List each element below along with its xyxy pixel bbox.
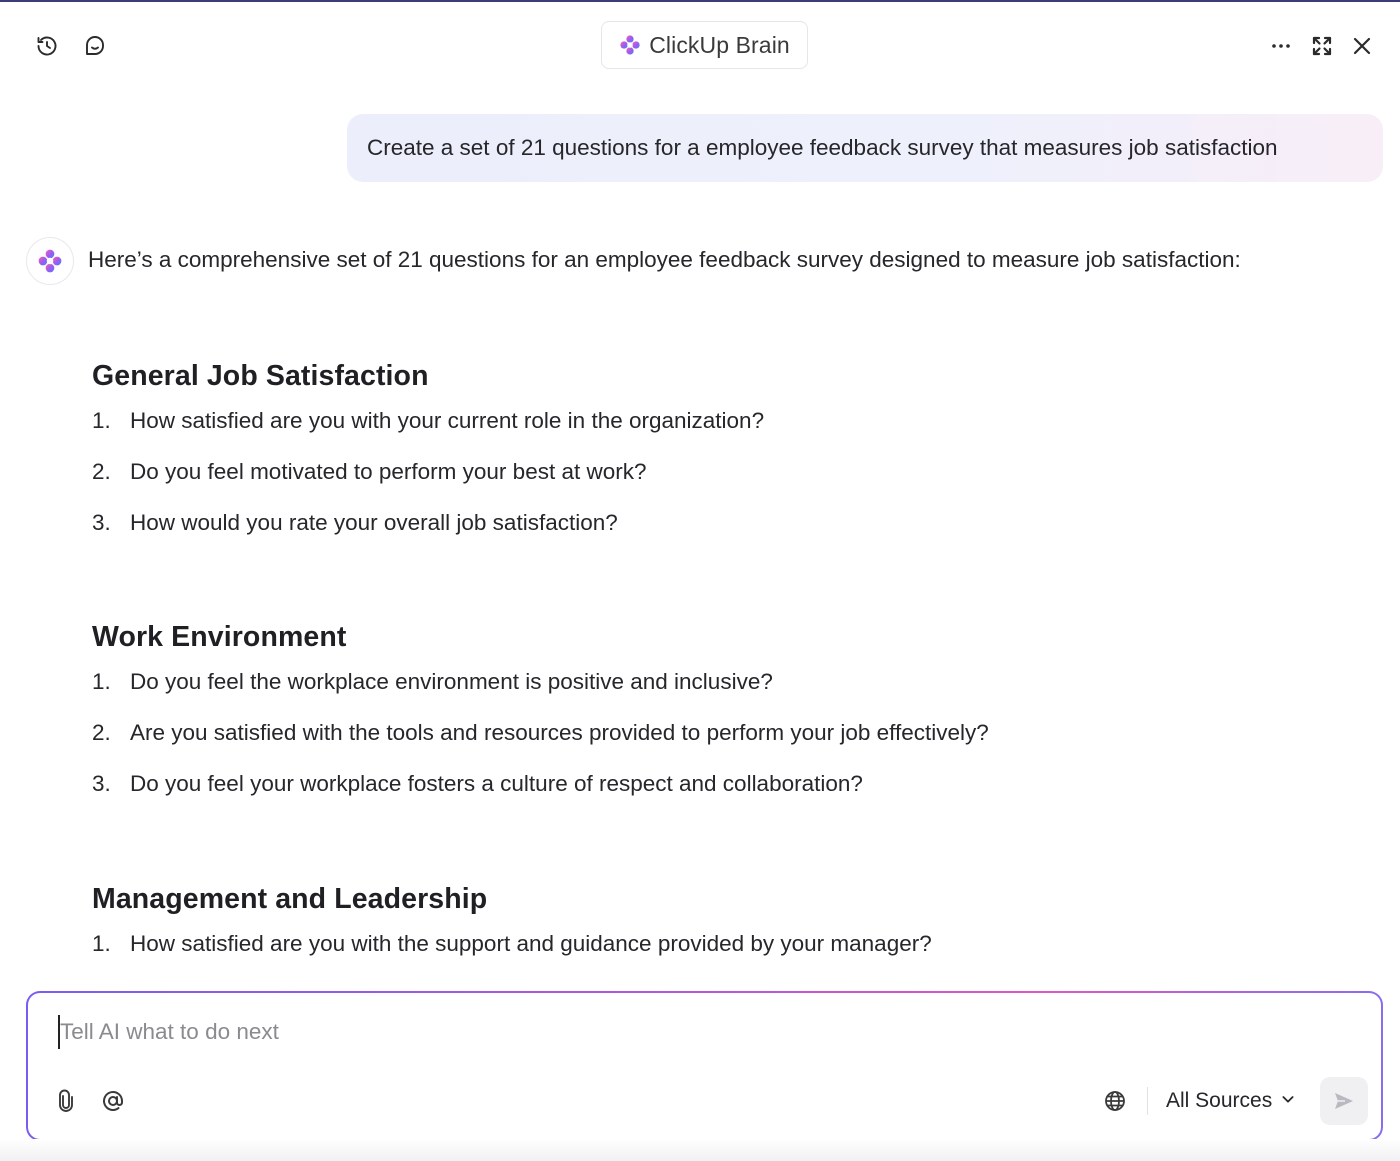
list-number: 1. <box>92 669 111 694</box>
section-heading: Work Environment <box>92 621 347 653</box>
list-item <box>92 459 1342 510</box>
section-heading: Management and Leadership <box>92 883 488 915</box>
list-number: 2. <box>92 720 111 745</box>
question-list <box>92 931 1342 982</box>
page-title: ClickUp Brain <box>649 31 790 58</box>
paperclip-icon[interactable] <box>50 1085 82 1117</box>
sources-label: All Sources <box>1166 1089 1273 1112</box>
close-icon[interactable] <box>1344 28 1380 64</box>
section-general-job-satisfaction <box>92 356 1342 561</box>
at-sign-icon[interactable] <box>97 1085 129 1117</box>
list-item <box>92 408 1342 459</box>
list-number: 1. <box>92 408 111 433</box>
globe-icon[interactable] <box>1099 1085 1131 1117</box>
expand-icon[interactable] <box>1304 28 1340 64</box>
question-list <box>92 669 1342 822</box>
question-text: How would you rate your overall job satisfaction? <box>130 510 618 535</box>
question-text: Do you feel motivated to perform your best at work? <box>130 459 647 484</box>
question-text: How satisfied are you with your current role in the organization? <box>130 408 765 433</box>
list-item <box>92 720 1342 771</box>
list-number: 1. <box>92 931 111 956</box>
assistant-avatar <box>26 237 74 285</box>
sources-dropdown[interactable] <box>1166 1087 1296 1115</box>
prompt-input[interactable] <box>58 1015 1058 1049</box>
title-pill <box>601 21 808 69</box>
send-icon <box>1332 1089 1356 1113</box>
list-item <box>92 931 1342 982</box>
list-number: 3. <box>92 771 111 796</box>
history-icon[interactable] <box>29 28 65 64</box>
clickup-brain-logo <box>619 34 641 56</box>
clickup-brain-logo <box>37 248 63 274</box>
user-message-bubble: Create a set of 21 questions for a employee feedback survey that measures job satisfaction <box>347 114 1383 182</box>
question-text: Do you feel your workplace fosters a culture of respect and collaboration? <box>130 771 863 796</box>
question-text: Do you feel the workplace environment is positive and inclusive? <box>130 669 773 694</box>
chat-bubble-icon[interactable] <box>77 28 113 64</box>
send-button[interactable] <box>1320 1077 1368 1125</box>
chevron-down-icon <box>1280 1089 1296 1113</box>
composer <box>26 991 1383 1141</box>
list-number: 2. <box>92 459 111 484</box>
question-text: How satisfied are you with the support and guidance provided by your manager? <box>130 931 932 956</box>
section-work-environment <box>92 617 1342 822</box>
bottom-shadow <box>0 1139 1400 1161</box>
list-item <box>92 510 1342 561</box>
toolbar-divider <box>1147 1087 1148 1115</box>
header <box>0 2 1400 90</box>
question-text: Are you satisfied with the tools and resources provided to perform your job effectively? <box>130 720 989 745</box>
list-item <box>92 669 1342 720</box>
section-heading: General Job Satisfaction <box>92 360 429 392</box>
assistant-intro-text: Here’s a comprehensive set of 21 questions for an employee feedback survey designed to measure job satisfaction: <box>88 247 1241 272</box>
list-item <box>92 771 1342 822</box>
list-number: 3. <box>92 510 111 535</box>
section-management-and-leadership <box>92 879 1342 982</box>
composer-inner <box>28 993 1381 1139</box>
more-dots-icon[interactable] <box>1263 28 1299 64</box>
question-list <box>92 408 1342 561</box>
